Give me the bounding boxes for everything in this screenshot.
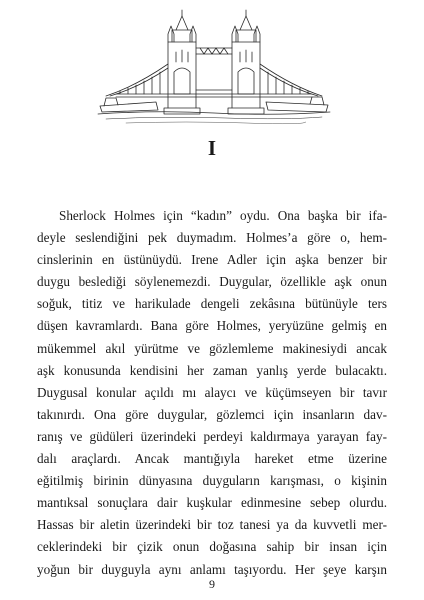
page-number: 9: [209, 577, 215, 591]
text-line: dalı araçlardı. Ancak mantığıyla hareket etme üzerine: [37, 451, 387, 467]
text-line: cinslerinin en üstünüydü. Irene Adler için aşka benzer bir: [37, 252, 387, 268]
text-line: deyle seslendiğini pek duymadım. Holmes’a göre o, hem-: [37, 230, 387, 246]
text-line: yoğun bir duyguyla aynı anlamı taşıyordu. Her şeye karşın: [37, 561, 387, 577]
text-line: ranış ve güdüleri üzerindeki perdeyi kaldırmaya yarayan fay-: [37, 428, 387, 444]
text-line: soğuk, titiz ve harikulade dengeli zekâsına bütünüyle ters: [37, 296, 387, 312]
text-line: eğitilmiş birinin dünyasına duyguların karışması, o kişinin: [37, 473, 387, 489]
text-line: duygu beslediği söylenemezdi. Duygular, özellikle aşk onun: [37, 274, 387, 290]
text-line: Hassas bir aletin üzerindeki bir toz tanesi ya da kuvvetli mer-: [37, 517, 387, 533]
body-text: [37, 205, 387, 581]
text-line: düşen kavramlardı. Bana göre Holmes, yeryüzüne gelmiş en: [37, 318, 387, 334]
text-line: Duygusal konular açıldı mı alaycı ve küçümseyen bir tavır: [37, 384, 387, 400]
text-line: takınırdı. Ona göre duygular, gözlemci için insanların dav-: [37, 406, 387, 422]
tower-bridge-illustration-icon: [96, 2, 332, 126]
chapter-heading: I: [207, 136, 217, 160]
text-line: Sherlock Holmes için “kadın” oydu. Ona başka bir ifa-: [59, 208, 387, 223]
text-line: mantıksal sonuçlara dair kuşkular edinmesine sebep olurdu.: [37, 495, 387, 511]
text-line: aşk konusunda kendisini her zaman yanlış yerde bulacaktı.: [37, 362, 387, 378]
text-line: mükemmel akıl yürütme ve gözlemleme makinesiydi ancak: [37, 340, 387, 356]
text-line: ceklerindeki bir çizik onun doğasına sahip bir insan için: [37, 539, 387, 555]
